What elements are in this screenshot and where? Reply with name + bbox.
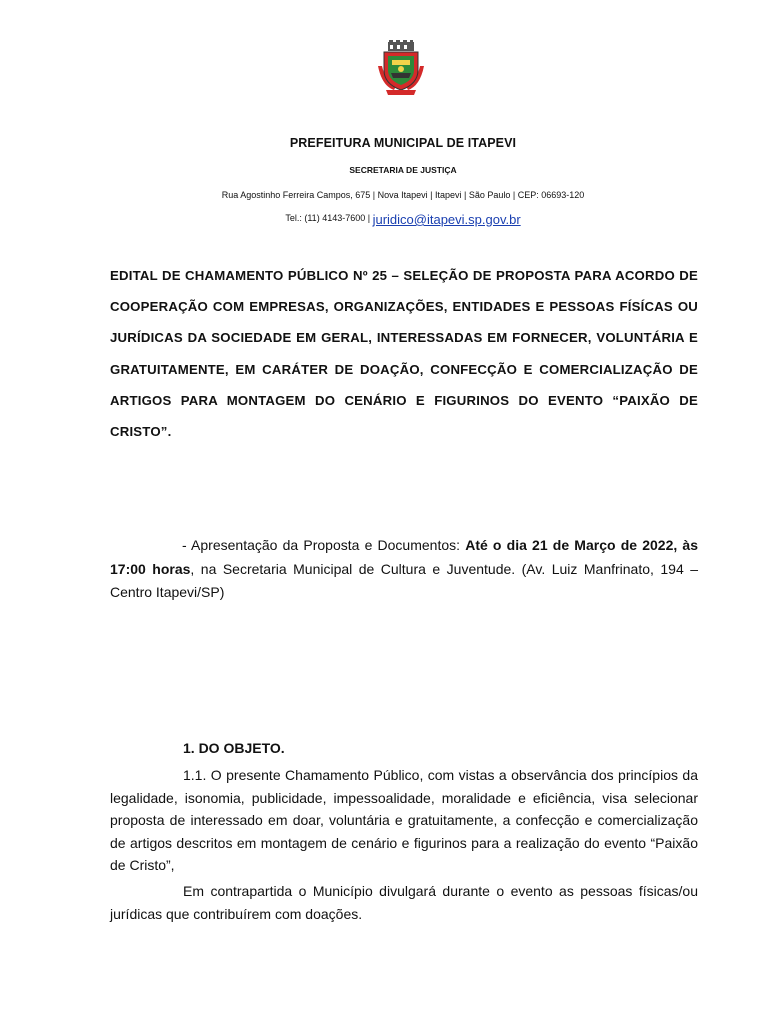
header-address: Rua Agostinho Ferreira Campos, 675 | Nova Itapevi | Itapevi | São Paulo | CEP: 06693-120 xyxy=(221,190,585,200)
coat-of-arms-icon xyxy=(376,40,426,96)
section-paragraph-2: Em contrapartida o Município divulgará durante o evento as pessoas físicas/ou jurídicas que contribuírem com doações. xyxy=(110,883,698,922)
section-heading: 1. DO OBJETO. xyxy=(183,740,285,756)
header-secretaria: SECRETARIA DE JUSTIÇA xyxy=(349,165,457,175)
presentation-deadline: Até o dia 21 de Março de 2022, às 17:00 horas xyxy=(110,537,699,577)
header-contact xyxy=(0,212,770,227)
presentation-location: , na Secretaria Municipal de Cultura e Juventude. (Av. Luiz Manfrinato, 194 – Centro Itapevi/SP) xyxy=(110,560,699,600)
section-paragraph-1: 1.1. O presente Chamamento Público, com vistas a observância dos princípios da legalidade, isonomia, publicidade, impessoalidade, moralidade e eficiência, visa selecionar proposta de interessado em doar, voluntária e gratuitamente, a confecção e comercialização de artigos descritos em montagem de cenário e figurinos para a realização do evento “Paixão de Cristo”, xyxy=(110,767,698,874)
header-telephone: Tel.: (11) 4143-7600 | xyxy=(285,213,373,223)
email-link[interactable]: juridico@itapevi.sp.gov.br xyxy=(372,212,521,227)
document-title: EDITAL DE CHAMAMENTO PÚBLICO Nº 25 – SELEÇÃO DE PROPOSTA PARA ACORDO DE COOPERAÇÃO COM EMPRESAS, ORGANIZAÇÕES, ENTIDADES E PESSOAS FÍSÍCAS OU JURÍDICAS DA SOCIEDADE EM GERAL, INTERESSADAS EM FORNECER, VOLUNTÁRIA E GRATUITAMENTE, EM CARÁTER DE DOAÇÃO, CONFECÇÃO E COMERCIALIZAÇÃO DE ARTIGOS PARA MONTAGEM DO CENÁRIO E FIGURINOS DO EVENTO “PAIXÃO DE CRISTO”. xyxy=(110,268,698,440)
presentation-paragraph xyxy=(110,534,698,605)
presentation-lead: - Apresentação da Proposta e Documentos: xyxy=(182,537,466,553)
header-prefeitura: PREFEITURA MUNICIPAL DE ITAPEVI xyxy=(289,136,517,150)
